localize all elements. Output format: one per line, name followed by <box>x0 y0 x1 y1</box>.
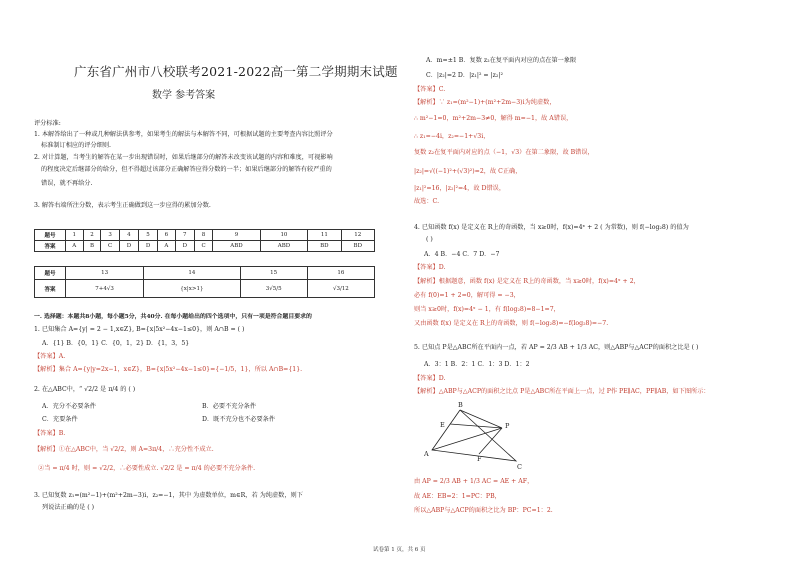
table-cell: {x|x>1} <box>144 280 240 298</box>
question-1: 1. 已知集合 A={y| = 2 − 1,x∈Z}, B={x|5x²−4x−1≤0}，则 A∩B = ( ) <box>34 326 245 333</box>
table-cell: 10 <box>260 230 307 241</box>
table-cell: D <box>175 241 194 252</box>
solution-text: |z₂|=√((−1)²+(√3)²)=2，故 C正确， <box>414 168 522 175</box>
table-cell: 7+4√3 <box>66 280 144 298</box>
solution-text: 【解析】根据题意，函数 f(x) 是定义在 R上的奇函数，当 x≥0时，f(x)=4ˣ + 2， <box>414 278 640 285</box>
table-cell: BD <box>308 241 341 252</box>
question-2-option-b: B．必要不充分条件 <box>202 403 257 410</box>
solution-text: 故 AE：EB=2：1=PC：PB， <box>414 493 501 500</box>
figure-label-b: B <box>458 401 463 409</box>
figure-label-e: E <box>440 421 445 429</box>
question-2: 2. 在△ABC中，“ √2/2 是 π/4 的 ( ) <box>34 386 136 393</box>
table-row <box>35 230 375 241</box>
table-cell: C <box>194 241 212 252</box>
table-cell: 1 <box>66 230 84 241</box>
grading-line: 标准制订相应的评分细则. <box>41 142 112 149</box>
answer-label: 【答案】D. <box>414 375 446 382</box>
table-cell: ABD <box>260 241 307 252</box>
table-cell: 答案 <box>35 241 66 252</box>
question-2-option-a: A．充分不必要条件 <box>42 403 96 410</box>
solution-text: ∴ m²−1=0，m²+2m−3≠0，解得 m=−1，故 A错误， <box>414 115 573 122</box>
solution-text: 故选：C. <box>414 198 440 205</box>
table-cell: BD <box>341 241 374 252</box>
question-4-cont: ( ) <box>426 236 433 243</box>
solution-text: 复数 z₂在复平面内对应的点（−1，√3）在第二象限，故 B错误， <box>414 149 594 156</box>
answer-label: 【答案】A. <box>34 353 66 360</box>
table-cell: 7 <box>175 230 194 241</box>
table-cell: 3 <box>101 230 119 241</box>
figure-label-a: A <box>424 450 429 458</box>
solution-text: ∴ z₁=−4i，z₂=−1+√3i， <box>414 133 490 140</box>
question-1-options: A．{1} B．{0，1} C．{0，1，2} D．{1，3，5} <box>42 340 190 347</box>
answer-table-choice <box>34 229 375 252</box>
table-cell: 题号 <box>35 267 66 280</box>
table-cell: 11 <box>308 230 341 241</box>
table-cell: 9 <box>213 230 260 241</box>
question-3-options: C．|z₂|=2 D．|z₁|² = |z₂|² <box>426 72 503 79</box>
solution-text: 所以△ABP与△ACP的面积之比为 BP：PC=1：2. <box>414 507 553 514</box>
table-cell: √3/12 <box>307 280 374 298</box>
page-footer: 试卷第 1 页，共 6 页 <box>373 547 426 553</box>
table-row <box>35 280 375 298</box>
grading-line: 2. 对计算题，当考生的解答在某一步出现错误时，如果后继部分的解答未改变该试题的内容和难度，可视影响 <box>34 154 333 161</box>
triangle-figure <box>424 398 554 473</box>
answer-label: 【答案】C. <box>414 86 446 93</box>
table-cell: ABD <box>213 241 260 252</box>
table-cell: 15 <box>240 267 307 280</box>
table-cell: 16 <box>307 267 374 280</box>
figure-label-f: F <box>477 455 482 463</box>
grading-line: 的程度决定后继部分的给分，但不得超过该部分正确解答应得分数的一半；如果后继部分的解答有较严重的 <box>41 166 332 173</box>
table-cell: 5 <box>138 230 157 241</box>
table-cell: 6 <box>158 230 176 241</box>
question-4-options: A．4 B．−4 C．7 D．−7 <box>424 251 500 258</box>
grading-line: 3. 解答右端所注分数，表示考生正确做到这一步应得的累加分数. <box>34 202 211 209</box>
question-3: 3. 已知复数 z₁=(m²−1)+(m²+2m−3)i，z₂=−1，其中 为虚数单位，m∈R，若 为纯虚数，则下 <box>34 492 303 499</box>
question-5-options: A．3：1 B．2：1 C．1：3 D．1：2 <box>424 361 530 368</box>
table-cell: B <box>83 241 101 252</box>
solution-text: ②当 = π/4 时，则 = √2/2，∴必要性成立. √2/2 是 = π/4 的必要不充分条件. <box>38 465 256 472</box>
section-heading: 一. 选择题：本题共8小题，每小题5分，共40分. 在每小题给出的四个选项中，只有一项是符合题目要求的 <box>34 313 312 320</box>
table-cell: 题号 <box>35 230 66 241</box>
solution-text: 【解析】集合 A={y|y=2x−1，x∈Z}，B={x|5x²−4x−1≤0}={−1/5，1}，所以 A∩B={1}. <box>34 366 303 373</box>
table-cell: A <box>66 241 84 252</box>
grading-line: 错误，就不再给分. <box>41 180 93 187</box>
solution-text: |z₁|²=16，|z₂|²=4，故 D错误， <box>414 185 506 192</box>
table-cell: 2 <box>83 230 101 241</box>
table-cell: 4 <box>119 230 138 241</box>
question-2-option-c: C．充要条件 <box>42 416 78 423</box>
question-3-cont: 列说法正确的是 ( ) <box>42 504 95 511</box>
table-cell: 答案 <box>35 280 66 298</box>
table-cell: 3√5/5 <box>240 280 307 298</box>
table-cell: C <box>101 241 119 252</box>
table-cell: 13 <box>66 267 144 280</box>
answer-table-fill <box>34 266 375 298</box>
solution-text: 由 AP = 2/3 AB + 1/3 AC = AE + AF， <box>414 478 534 485</box>
table-cell: D <box>119 241 138 252</box>
page-title: 广东省广州市八校联考2021-2022高一第二学期期末试题 <box>74 64 398 79</box>
table-cell: 8 <box>194 230 212 241</box>
answer-label: 【答案】B. <box>34 430 66 437</box>
solution-text: 又由函数 f(x) 是定义在 R上的奇函数，则 f(−log₂8)=−f(log₂8)=−7. <box>414 320 609 327</box>
table-cell: A <box>158 241 176 252</box>
question-4: 4. 已知函数 f(x) 是定义在 R上的奇函数，当 x≥0时，f(x)=4ˣ + 2 ( 为常数)，则 f(−log₂8) 的值为 <box>414 224 689 231</box>
page-subtitle: 数学 参考答案 <box>152 90 216 101</box>
question-2-option-d: D．既不充分也不必要条件 <box>202 416 276 423</box>
question-5: 5. 已知点 P是△ABC所在平面内一点，若 AP = 2/3 AB + 1/3 AC，则△ABP与△ACP的面积之比是 ( ) <box>414 344 699 351</box>
grading-line: 1. 本解答给出了一种或几种解法供参考，如果考生的解法与本解答不同，可根据试题的主要考查内容比照评分 <box>34 131 333 138</box>
solution-text: 则当 x≥0时，f(x)=4ˣ − 1，有 f(log₂8)=8−1=7， <box>414 306 560 313</box>
grading-heading: 评分标准: <box>34 120 61 127</box>
solution-text: 【解析】∵ z₁=(m²−1)+(m²+2m−3)i为纯虚数， <box>414 99 556 106</box>
table-row <box>35 267 375 280</box>
answer-label: 【答案】D. <box>414 264 446 271</box>
solution-text: 【解析】①在△ABC中，当 √2/2，则 A=3π/4，∴充分性不成立. <box>34 446 214 453</box>
question-3-options: A．m=±1 B．复数 z₂在复平面内对应的点在第一象限 <box>426 57 577 64</box>
table-cell: 12 <box>341 230 374 241</box>
table-row <box>35 241 375 252</box>
figure-label-c: C <box>517 463 522 471</box>
solution-text: 必有 f(0)=1 + 2=0，解可得 = −3， <box>414 292 520 299</box>
solution-text: 【解析】△ABP与△ACP的面积之比点 P是△ABC所在平面上一点，过 P作 PE∥AC，PF∥AB，如下图所示： <box>414 388 710 395</box>
figure-label-p: P <box>505 422 510 430</box>
table-cell: 14 <box>144 267 240 280</box>
table-cell: D <box>138 241 157 252</box>
